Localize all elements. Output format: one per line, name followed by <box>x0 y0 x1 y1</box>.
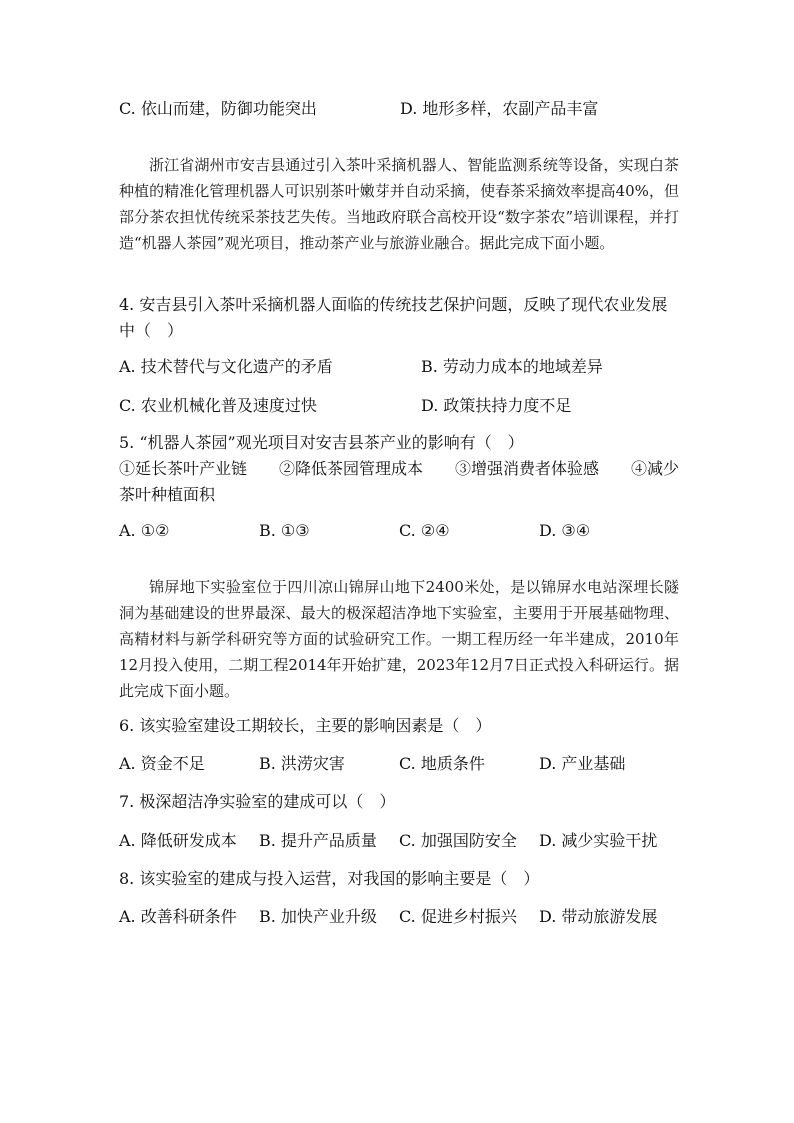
question-5-stem: 5. “机器人茶园”观光项目对安吉县茶产业的影响有（ ） <box>119 433 524 452</box>
q7-option-c: C. 加强国防安全 <box>399 831 517 850</box>
q4-option-c: C. 农业机械化普及速度过快 <box>119 396 317 415</box>
q5-option-a: A. ①② <box>119 521 170 540</box>
question-6-stem: 6. 该实验室建设工期较长，主要的影响因素是（ ） <box>119 716 492 735</box>
q6-option-a: A. 资金不足 <box>119 754 205 773</box>
q7-option-d: D. 减少实验干扰 <box>539 831 658 850</box>
q4-option-a: A. 技术替代与文化遗产的矛盾 <box>119 357 333 376</box>
q4-option-d: D. 政策扶持力度不足 <box>421 396 572 415</box>
question-5-items: ①延长茶叶产业链 ②降低茶园管理成本 ③增强消费者体验感 ④减少茶叶种植面积 <box>119 459 680 504</box>
q7-option-b: B. 提升产品质量 <box>259 831 377 850</box>
question-7-stem: 7. 极深超洁净实验室的建成可以（ ） <box>119 792 396 811</box>
q6-option-c: C. 地质条件 <box>399 754 485 773</box>
question-4-stem: 4. 安吉县引入茶叶采摘机器人面临的传统技艺保护问题，反映了现代农业发展中（ ） <box>119 295 668 340</box>
q7-option-a: A. 降低研发成本 <box>119 831 237 850</box>
reading-passage-lab: 锦屏地下实验室位于四川凉山锦屏山地下2400米处，是以锦屏水电站深埋长隧洞为基础建设的世界最深、最大的极深超洁净地下实验室，主要用于开展基础物理、高精材料与新学科研究等方面的试验研究工作。一期工程历经一年半建成，2010年12月投入使用，二期工程2014年开始扩建，2023年12月7日正式投入科研运行。据此完成下面小题。 <box>119 578 679 700</box>
q8-option-b: B. 加快产业升级 <box>259 907 377 926</box>
question-8-stem: 8. 该实验室的建成与投入运营，对我国的影响主要是（ ） <box>119 869 540 888</box>
q4-option-b: B. 劳动力成本的地域差异 <box>421 357 603 376</box>
q5-option-c: C. ②④ <box>399 521 450 540</box>
reading-passage-tea: 浙江省湖州市安吉县通过引入茶叶采摘机器人、智能监测系统等设备，实现白茶种植的精准化管理机器人可识别茶叶嫩芽并自动采摘，使春茶采摘效率提高40%，但部分茶农担忧传统采茶技艺失传。当地政府联合高校开设“数字茶农”培训课程，并打造“机器人茶园”观光项目，推动茶产业与旅游业融合。据此完成下面小题。 <box>119 156 679 252</box>
q6-option-b: B. 洪涝灾害 <box>259 754 345 773</box>
q3-option-c: C. 依山而建，防御功能突出 <box>119 99 317 118</box>
q6-option-d: D. 产业基础 <box>539 754 626 773</box>
q8-option-a: A. 改善科研条件 <box>119 907 237 926</box>
q5-option-d: D. ③④ <box>539 521 591 540</box>
q8-option-c: C. 促进乡村振兴 <box>399 907 517 926</box>
q3-option-d: D. 地形多样，农副产品丰富 <box>400 99 599 118</box>
q5-option-b: B. ①③ <box>259 521 310 540</box>
q8-option-d: D. 带动旅游发展 <box>539 907 658 926</box>
